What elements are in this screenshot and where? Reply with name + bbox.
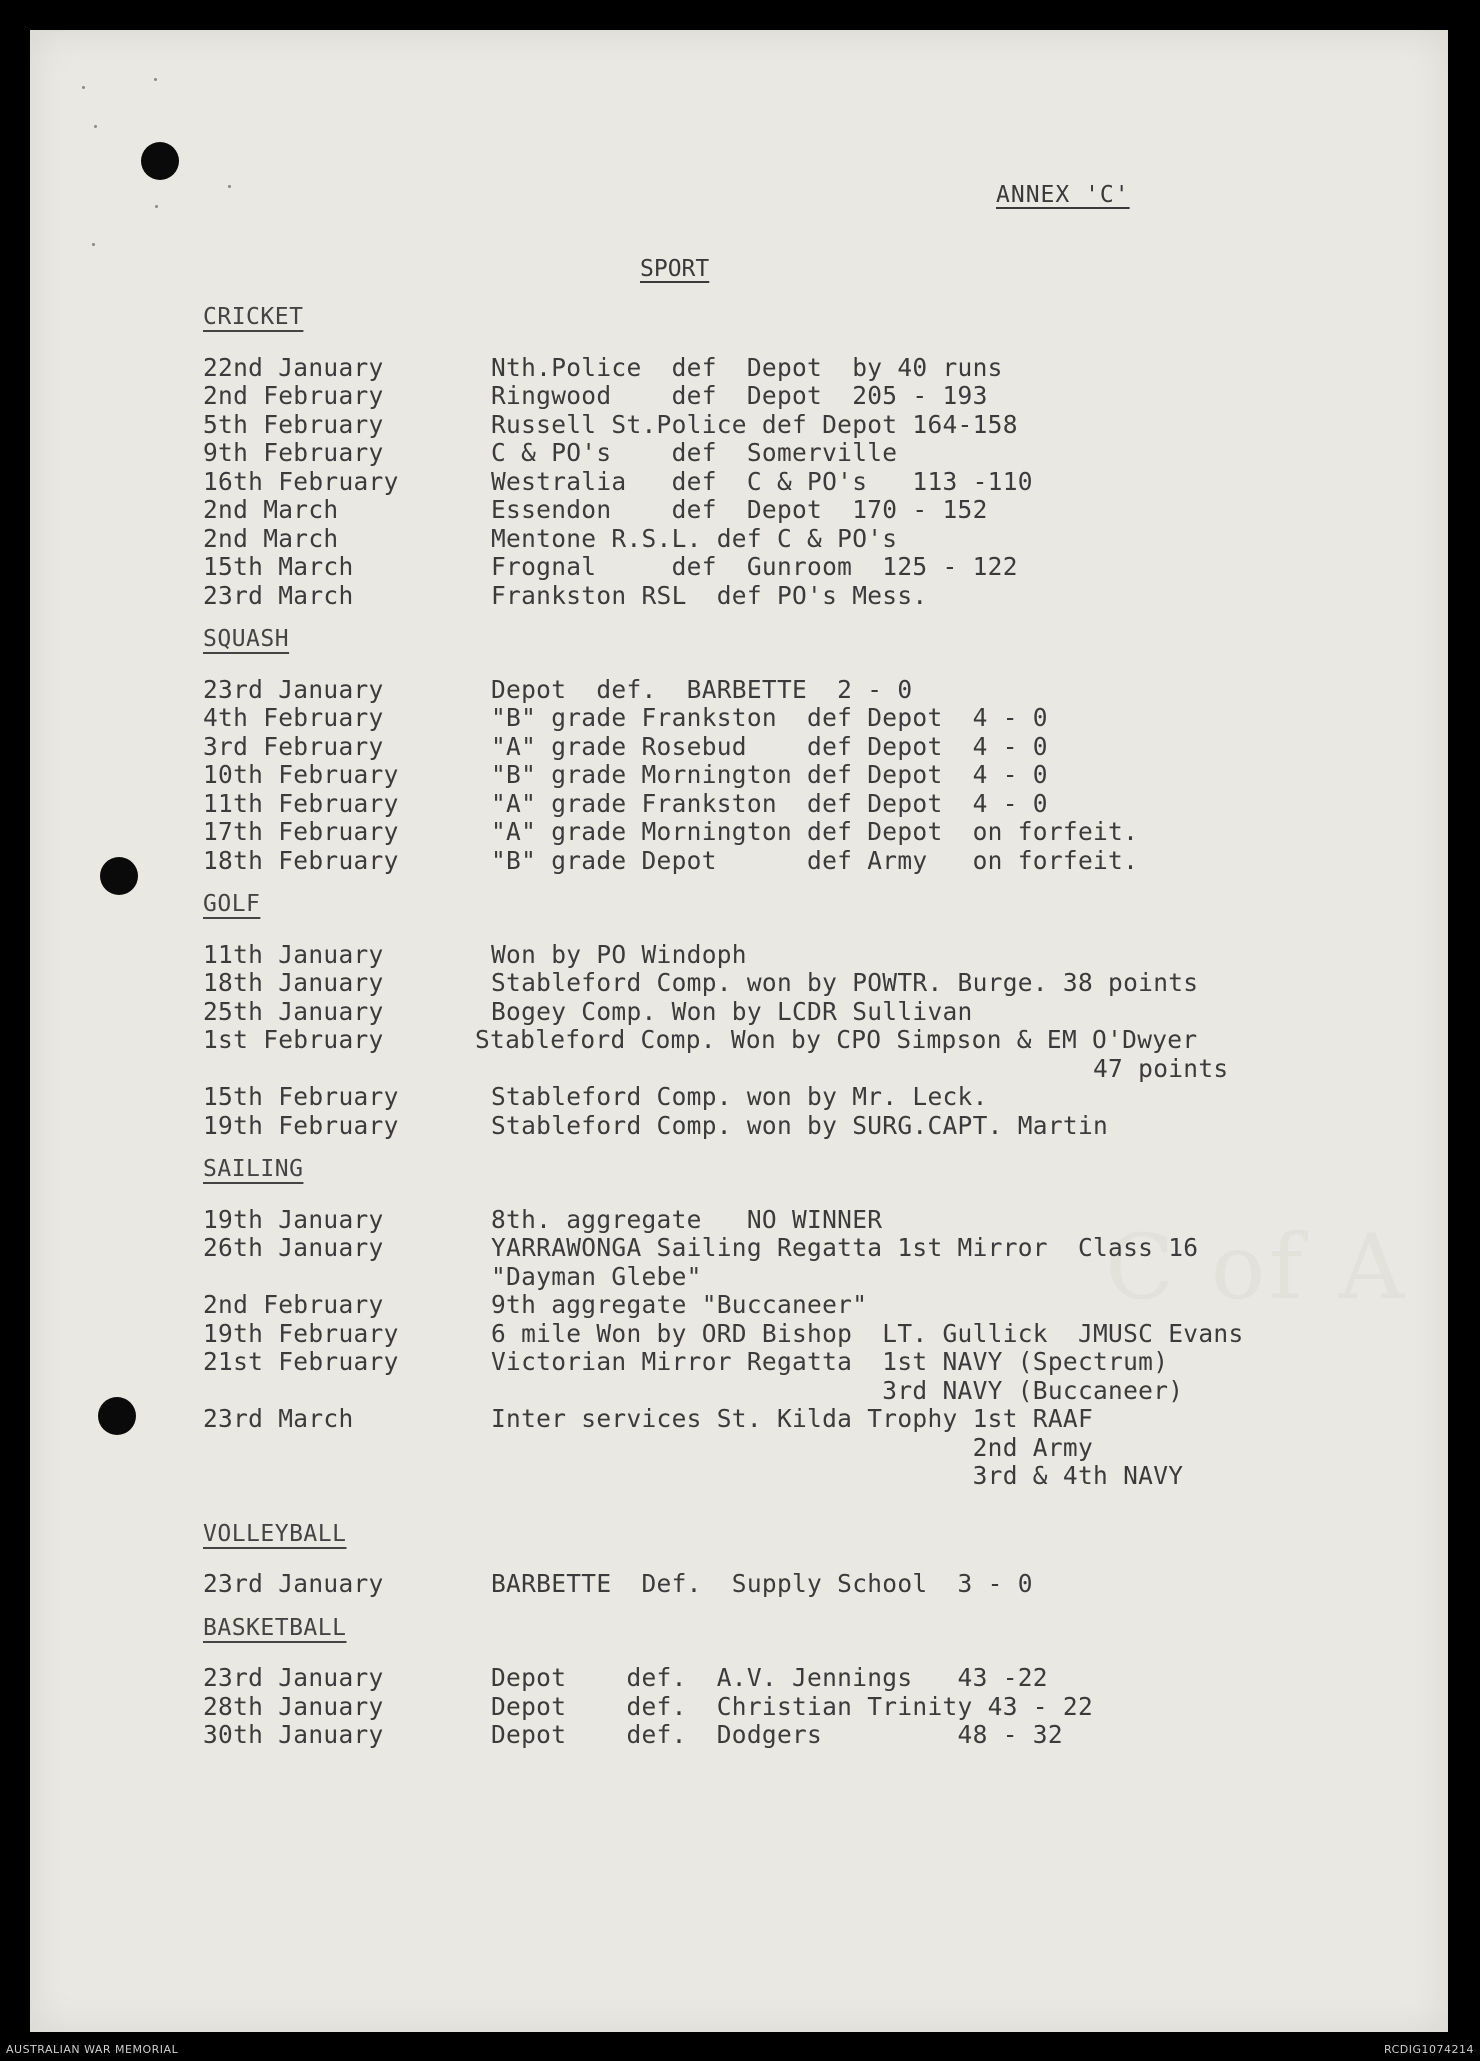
result-date: 2nd February [203,381,384,410]
result-date [203,1462,491,1491]
result-date: 2nd March [203,495,339,524]
result-text: Stableford Comp. won by SURG.CAPT. Martin [491,1110,1109,1140]
paper-mark [82,86,85,89]
result-text: Depot def. A.V. Jennings 43 -22 [491,1663,1048,1692]
result-text: 3rd & 4th NAVY [491,1461,1184,1490]
result-date: 30th January [203,1720,384,1749]
result-date: 21st February [203,1347,399,1376]
result-text: Inter services St. Kilda Trophy 1st RAAF [491,1404,1094,1433]
result-row [203,382,1383,411]
result-row [203,1026,1383,1055]
result-date: 25th January [203,996,384,1026]
result-row [203,790,1383,819]
section-title: VOLLEYBALL [203,1520,347,1547]
result-text: "Dayman Glebe" [491,1261,702,1291]
section-title: BASKETBALL [203,1614,347,1641]
section-squash [203,624,1383,875]
result-text: Depot def. Dodgers 48 - 32 [491,1720,1063,1749]
result-row [203,1377,1383,1406]
result-date: 2nd March [203,523,339,553]
result-date [203,1434,491,1463]
result-date: 2nd February [203,1290,384,1319]
result-text: "B" grade Mornington def Depot 4 - 0 [491,760,1048,789]
result-text: 8th. aggregate NO WINNER [491,1204,883,1234]
result-date: 23rd January [203,1663,384,1692]
result-date: 23rd March [203,580,354,610]
result-date: 11th January [203,939,384,969]
section-cricket [203,302,1383,610]
section-title: GOLF [203,891,261,917]
result-row [203,411,1383,440]
document-page [30,30,1448,2032]
result-text: YARRAWONGA Sailing Regatta 1st Mirror Class 16 [491,1233,1199,1262]
result-date: 3rd February [203,731,384,761]
result-text: 9th aggregate "Buccaneer" [491,1290,868,1319]
section-title: SQUASH [203,626,290,652]
result-row [203,1434,1383,1463]
archive-credit: AUSTRALIAN WAR MEMORIAL [6,2043,179,2056]
result-date: 23rd March [203,1404,354,1433]
result-text: Ringwood def Depot 205 - 193 [491,381,988,410]
result-text: 2nd Army [491,1432,1094,1462]
section-title: SAILING [203,1156,304,1182]
result-text: 6 mile Won by ORD Bishop LT. Gullick JMUSC Evans [491,1318,1244,1348]
result-date: 19th January [203,1204,384,1234]
result-date: 15th March [203,552,354,581]
result-text: 47 points [491,1053,1229,1083]
result-text: Essendon def Depot 170 - 152 [491,495,988,524]
result-date [203,1377,491,1406]
result-date: 15th February [203,1082,399,1111]
result-row [203,354,1383,383]
result-text: Stableford Comp. won by Mr. Leck. [491,1082,988,1111]
result-row [203,439,1383,468]
result-row [203,1570,1383,1599]
result-text: Won by PO Windoph [491,939,747,969]
paper-mark [92,243,95,246]
result-text: BARBETTE Def. Supply School 3 - 0 [491,1569,1033,1598]
result-text: Victorian Mirror Regatta 1st NAVY (Spectrum) [491,1347,1169,1376]
result-text: "B" grade Frankston def Depot 4 - 0 [491,703,1048,732]
result-date: 10th February [203,760,399,789]
result-text: Bogey Comp. Won by LCDR Sullivan [491,996,973,1026]
result-date: 19th February [203,1318,399,1348]
result-row [203,998,1383,1027]
result-row [203,1405,1383,1434]
result-date: 23rd January [203,1569,384,1598]
result-date: 26th January [203,1233,384,1262]
section-golf [203,889,1383,1140]
result-row [203,1693,1383,1722]
result-date: 22nd January [203,352,384,382]
result-row [203,553,1383,582]
result-date: 17th February [203,817,399,846]
result-date: 18th January [203,968,384,997]
result-row [203,818,1383,847]
result-date [203,1055,491,1084]
result-row [203,1348,1383,1377]
result-row [203,847,1383,876]
section-title: CRICKET [203,304,304,330]
paper-mark [154,78,157,81]
result-row [203,1263,1383,1292]
result-text: Stableford Comp. won by POWTR. Burge. 38 points [491,968,1199,997]
result-row [203,676,1383,705]
result-row [203,468,1383,497]
result-row [203,761,1383,790]
result-text: Frognal def Gunroom 125 - 122 [491,552,1018,581]
section-basketball [203,1613,1383,1750]
result-row [203,1462,1383,1491]
result-row [203,582,1383,611]
result-text: 3rd NAVY (Buccaneer) [491,1375,1184,1405]
section-volleyball [203,1519,1383,1599]
paper-mark [228,185,231,188]
result-row [203,1112,1383,1141]
result-text: Depot def. Christian Trinity 43 - 22 [491,1691,1094,1721]
paper-mark [94,125,97,128]
result-date: 11th February [203,788,399,818]
result-row [203,941,1383,970]
result-text: Nth.Police def Depot by 40 runs [491,352,1003,382]
result-row [203,1234,1383,1263]
result-row [203,1664,1383,1693]
result-row [203,1721,1383,1750]
watermark: C of A [1105,1215,1408,1320]
result-row [203,704,1383,733]
result-row [203,969,1383,998]
archive-id: RCDIG1074214 [1383,2043,1474,2056]
result-date: 28th January [203,1691,384,1721]
result-date: 23rd January [203,674,384,704]
paper-mark [155,205,158,208]
result-row [203,733,1383,762]
result-date: 16th February [203,466,399,496]
result-row [203,1291,1383,1320]
result-row [203,496,1383,525]
result-text: Depot def. BARBETTE 2 - 0 [491,674,913,704]
result-text: Russell St.Police def Depot 164-158 [491,409,1018,439]
result-date: 18th February [203,845,399,875]
section-sailing [203,1154,1383,1491]
result-text: Westralia def C & PO's 113 -110 [491,466,1033,496]
result-date: 9th February [203,438,384,467]
result-text: "B" grade Depot def Army on forfeit. [491,845,1139,875]
document-title: SPORT [640,256,710,282]
result-row [203,1083,1383,1112]
punch-hole-middle [100,857,138,895]
sport-results [203,302,1383,1764]
result-row [203,1206,1383,1235]
result-date: 19th February [203,1110,399,1140]
result-date: 1st February [203,1025,384,1054]
result-text: Mentone R.S.L. def C & PO's [491,523,898,553]
result-row [203,525,1383,554]
annex-label: ANNEX 'C' [996,182,1130,208]
result-text: "A" grade Frankston def Depot 4 - 0 [491,788,1048,818]
result-text: C & PO's def Somerville [491,438,898,467]
result-date: 4th February [203,703,384,732]
result-date [203,1263,491,1292]
result-text: Stableford Comp. Won by CPO Simpson & EM O'Dwyer [475,1025,1198,1054]
result-text: Frankston RSL def PO's Mess. [491,580,928,610]
result-row [203,1320,1383,1349]
result-text: "A" grade Rosebud def Depot 4 - 0 [491,731,1048,761]
punch-hole-top [141,142,179,180]
result-text: "A" grade Mornington def Depot on forfeit. [491,817,1139,846]
punch-hole-bottom [98,1397,136,1435]
result-date: 5th February [203,409,384,439]
result-row [203,1055,1383,1084]
